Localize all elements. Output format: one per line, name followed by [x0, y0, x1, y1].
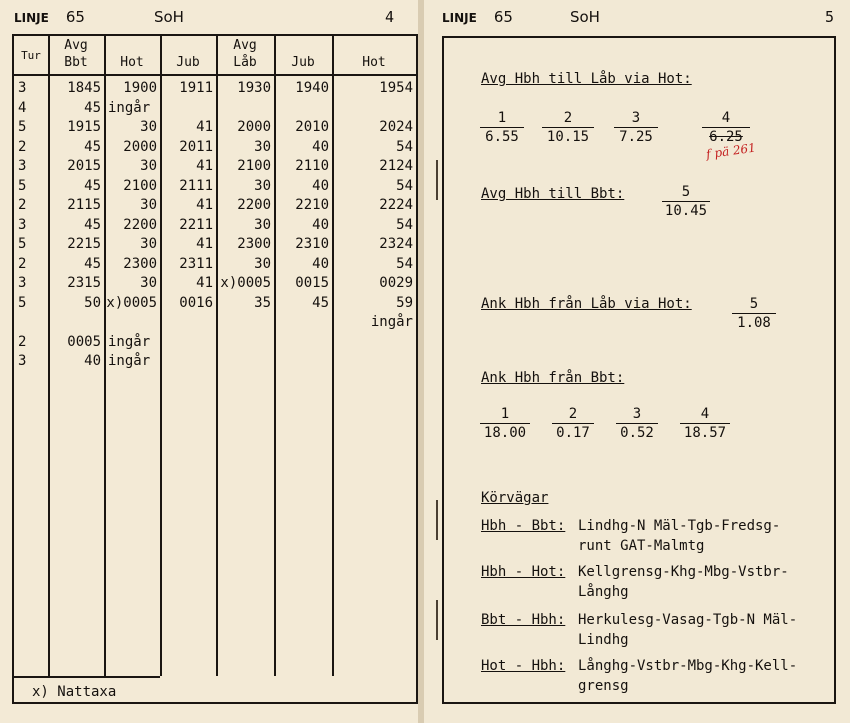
operator-label: SoH [153, 8, 184, 26]
table-cell: 2 [18, 255, 27, 272]
route-hbh-hot: Kellgrensg-Khg-Mbg-Vstbr- Långhg [578, 564, 789, 600]
ank-bbt-frac-1: $\frac{1}{18.00}$ [480, 406, 530, 442]
table-cell: 45 [84, 177, 101, 194]
table-cell: 41 [196, 275, 213, 291]
route-hot-hbh: Långhg-Vstbr-Mbg-Khg-Kell- grensg [578, 658, 798, 694]
table-cell: 2 [18, 333, 27, 350]
ank-bbt-frac-4: $\frac{4}{18.57}$ [680, 406, 730, 442]
column-header: Jub [176, 55, 200, 70]
right-page [424, 0, 850, 723]
table-cell: 2111 [179, 177, 213, 194]
table-cell: 50 [84, 294, 101, 311]
footer-divider [14, 676, 160, 678]
table-cell: 2124 [379, 158, 413, 174]
table-cell: 1900 [123, 80, 157, 96]
table-cell: 2200 [237, 197, 271, 213]
table-cell: 2110 [295, 158, 329, 174]
table-cell: 2115 [67, 197, 101, 213]
route-hbh-bbt: Lindhg-N Mäl-Tgb-Fredsg- runt GAT-Malmtg [578, 518, 781, 554]
table-cell: 0015 [295, 275, 329, 291]
left-page [0, 0, 418, 723]
table-cell: 1930 [237, 80, 271, 96]
table-cell: 2100 [123, 177, 157, 194]
table-cell: 30 [254, 177, 271, 194]
table-cell: 54 [396, 138, 413, 155]
binding-mark [436, 500, 438, 540]
table-cell: 30 [254, 216, 271, 233]
ank-lab-title: Ank Hbh från Låb via Hot: [481, 296, 692, 312]
table-cell: 41 [196, 236, 213, 252]
table-cell: 3 [18, 80, 27, 96]
table-cell: 2224 [379, 197, 413, 213]
table-cell: 5 [18, 119, 27, 135]
table-cell: 45 [84, 99, 101, 116]
table-cell: 0016 [179, 294, 213, 311]
table-cell: 2 [18, 197, 27, 213]
table-cell: x)0005 [220, 275, 271, 291]
table-cell: 45 [312, 294, 329, 311]
table-cell: 59 [396, 294, 413, 311]
footnote-nattaxa: x) Nattaxa [32, 684, 117, 700]
table-cell: 2300 [123, 255, 157, 272]
table-cell: 45 [84, 216, 101, 233]
route-key-hbh-bbt: Hbh - Bbt: [481, 518, 566, 534]
table-cell: 1940 [295, 80, 329, 96]
table-cell: 40 [84, 353, 101, 369]
table-cell: 5 [18, 294, 27, 311]
table-cell: 30 [140, 197, 157, 213]
table-cell: 54 [396, 216, 413, 233]
table-cell: 2000 [123, 138, 157, 155]
table-cell: 2200 [123, 216, 157, 233]
table-cell: 2 [18, 138, 27, 155]
table-cell: 30 [254, 138, 271, 155]
route-key-hbh-hot: Hbh - Hot: [481, 564, 566, 580]
table-cell: 2311 [179, 255, 213, 272]
table-cell: ingår [108, 353, 151, 369]
table-cell: 3 [18, 275, 27, 291]
table-cell: 30 [140, 158, 157, 174]
table-cell: 1911 [179, 80, 213, 96]
table-cell: ingår [370, 314, 413, 330]
ank-bbt-title: Ank Hbh från Bbt: [481, 370, 625, 386]
line-number: 65 [65, 8, 85, 26]
table-cell: 30 [140, 236, 157, 252]
column-header: Tur [21, 49, 41, 62]
left-header [14, 8, 184, 26]
column-header-top: Avg [64, 38, 88, 53]
table-cell: 2024 [379, 119, 413, 135]
table-cell: 2011 [179, 138, 213, 155]
table-cell: 54 [396, 255, 413, 272]
line-label: LINJE [14, 11, 49, 25]
column-header: Låb [233, 55, 257, 70]
column-header-top: Avg [233, 38, 257, 53]
operator-label: SoH [569, 8, 600, 26]
page-number: 5 [825, 8, 835, 26]
table-cell: 2015 [67, 158, 101, 174]
table-cell: 2000 [237, 119, 271, 135]
route-key-bbt-hbh: Bbt - Hbh: [481, 612, 566, 628]
table-cell: ingår [108, 333, 151, 350]
table-cell: 45 [84, 138, 101, 155]
table-cell: x)0005 [106, 294, 157, 311]
table-cell: 2324 [379, 236, 413, 252]
table-cell: 2211 [179, 216, 213, 233]
column-header: Hot [362, 55, 386, 70]
table-cell: 2215 [67, 236, 101, 252]
ank-lab-frac: $\frac{5}{1.08}$ [732, 296, 776, 332]
handwritten-note: f pä 261 [705, 140, 757, 162]
avg-lab-title: Avg Hbh till Låb via Hot: [481, 71, 692, 87]
avg-bbt-title: Avg Hbh till Bbt: [481, 186, 625, 202]
table-cell: 3 [18, 158, 27, 174]
table-cell: 2100 [237, 158, 271, 174]
table-cell: 5 [18, 236, 27, 252]
table-cell: 40 [312, 138, 329, 155]
binding-mark [436, 160, 438, 200]
column-header: Jub [291, 55, 315, 70]
avg-lab-frac-3: $\frac{3}{7.25}$ [614, 110, 658, 146]
table-cell: 1845 [67, 80, 101, 96]
page-number: 4 [385, 8, 395, 26]
line-label: LINJE [442, 11, 477, 25]
table-cell: 2210 [295, 197, 329, 213]
binding-mark [436, 600, 438, 640]
table-cell: 2310 [295, 236, 329, 252]
avg-lab-frac-4: $\frac{4}{6.25}$ [702, 110, 750, 146]
table-cell: 30 [140, 275, 157, 291]
ank-bbt-frac-3: $\frac{3}{0.52}$ [616, 406, 658, 442]
table-cell: 41 [196, 197, 213, 213]
column-header: Bbt [64, 55, 88, 70]
ank-bbt-frac-2: $\frac{2}{0.17}$ [552, 406, 594, 442]
table-cell: 2315 [67, 275, 101, 291]
timetable [12, 34, 418, 704]
table-cell: 3 [18, 353, 27, 369]
table-cell: 1915 [67, 119, 101, 135]
column-header: Hot [120, 55, 144, 70]
info-frame [442, 36, 836, 704]
table-cell: 3 [18, 216, 27, 233]
table-cell: 30 [254, 255, 271, 272]
avg-bbt-frac: $\frac{5}{10.45}$ [662, 184, 710, 220]
route-key-hot-hbh: Hot - Hbh: [481, 658, 566, 674]
table-cell: 40 [312, 177, 329, 194]
table-cell: 0029 [379, 275, 413, 291]
avg-lab-frac-2: $\frac{2}{10.15}$ [542, 110, 594, 146]
table-cell: 41 [196, 119, 213, 135]
table-cell: 40 [312, 216, 329, 233]
table-cell: 0005 [67, 333, 101, 350]
table-cell: 1954 [379, 80, 413, 96]
header-divider [14, 74, 416, 76]
table-cell: 35 [254, 294, 271, 311]
table-cell: 2300 [237, 236, 271, 252]
table-cell: 5 [18, 177, 27, 194]
avg-lab-frac-1: $\frac{1}{6.55}$ [480, 110, 524, 146]
right-header [442, 8, 600, 26]
table-cell: 4 [18, 99, 27, 116]
table-cell: 30 [140, 119, 157, 135]
line-number: 65 [493, 8, 513, 26]
table-cell: 45 [84, 255, 101, 272]
table-cell: 41 [196, 158, 213, 174]
table-cell: 40 [312, 255, 329, 272]
table-cell: 2010 [295, 119, 329, 135]
table-cell: 54 [396, 177, 413, 194]
route-bbt-hbh: Herkulesg-Vasag-Tgb-N Mäl- Lindhg [578, 612, 798, 648]
routes-title: Körvägar [481, 490, 549, 506]
table-cell: ingår [108, 99, 151, 116]
